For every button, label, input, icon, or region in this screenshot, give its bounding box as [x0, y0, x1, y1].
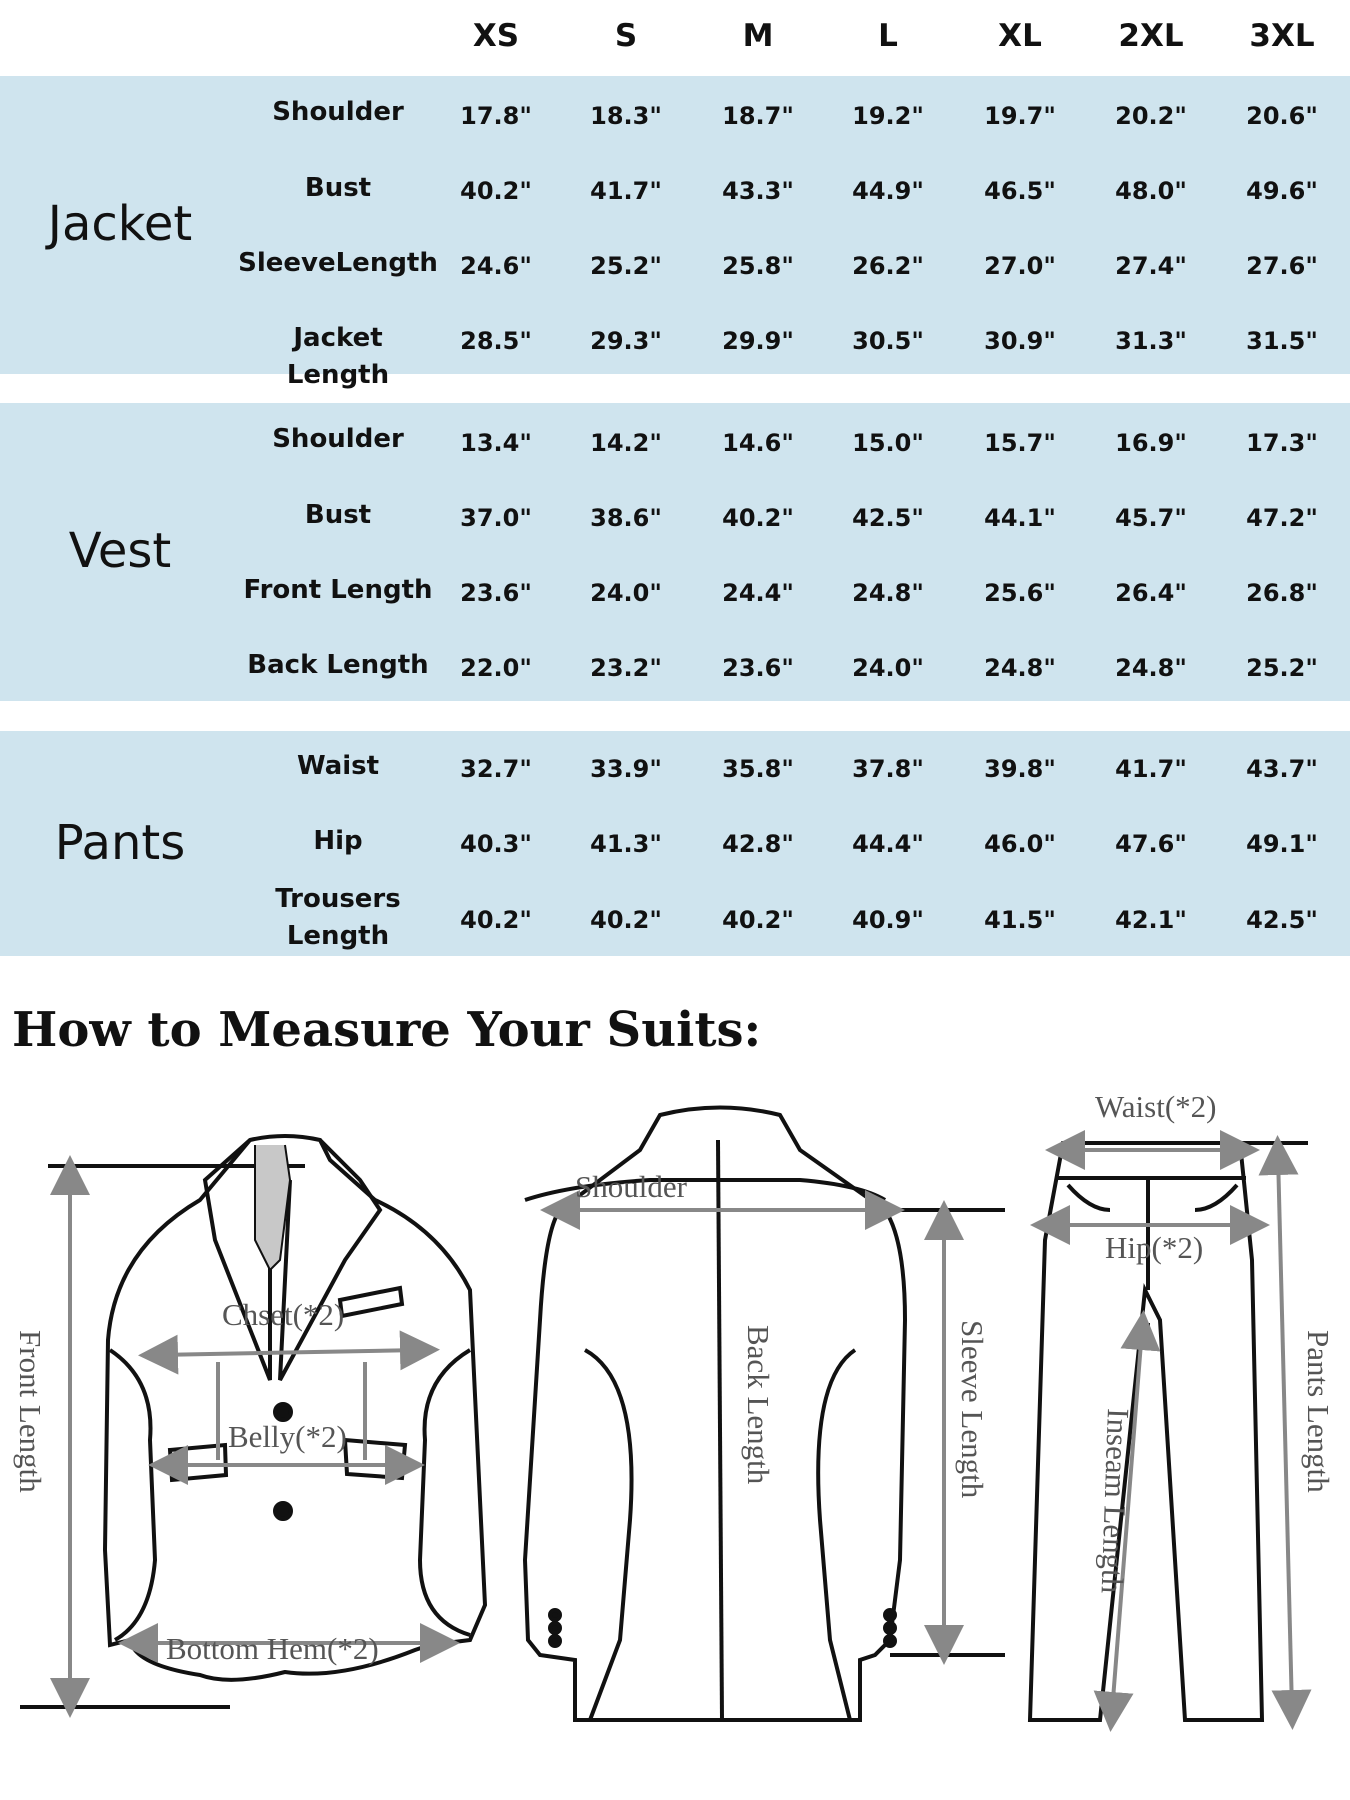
size-2xl: 2XL [1118, 18, 1184, 54]
table-cell: 15.7" [984, 429, 1056, 457]
table-cell: 44.1" [984, 504, 1056, 532]
table-cell: 40.2" [460, 906, 532, 934]
table-cell: 40.2" [722, 906, 794, 934]
table-cell: 45.7" [1115, 504, 1187, 532]
table-cell: 40.2" [460, 177, 532, 205]
table-cell: 19.7" [984, 102, 1056, 130]
table-cell: 42.1" [1115, 906, 1187, 934]
table-cell: 40.2" [722, 504, 794, 532]
table-cell: 35.8" [722, 755, 794, 783]
table-cell: 16.9" [1115, 429, 1187, 457]
table-cell: 15.0" [852, 429, 924, 457]
measurement-diagram [0, 1080, 1350, 1800]
table-cell: 17.8" [460, 102, 532, 130]
row-label: Shoulder [272, 424, 404, 454]
back-length-label: Back Length [741, 1325, 776, 1485]
table-cell: 23.6" [460, 579, 532, 607]
row-label: Back Length [247, 650, 429, 680]
table-cell: 33.9" [590, 755, 662, 783]
table-cell: 49.6" [1246, 177, 1318, 205]
table-cell: 31.3" [1115, 327, 1187, 355]
table-cell: 41.7" [1115, 755, 1187, 783]
table-cell: 24.0" [590, 579, 662, 607]
table-cell: 31.5" [1246, 327, 1318, 355]
pants-section [0, 731, 1350, 956]
table-cell: 23.6" [722, 654, 794, 682]
size-l: L [878, 18, 898, 54]
size-xs: XS [472, 18, 520, 54]
table-cell: 26.8" [1246, 579, 1318, 607]
table-cell: 32.7" [460, 755, 532, 783]
table-cell: 24.8" [852, 579, 924, 607]
table-cell: 18.3" [590, 102, 662, 130]
row-label: Waist [296, 751, 380, 781]
table-cell: 24.8" [984, 654, 1056, 682]
vest-title: Vest [68, 523, 172, 579]
table-cell: 25.8" [722, 252, 794, 280]
table-cell: 18.7" [722, 102, 794, 130]
table-cell: 47.2" [1246, 504, 1318, 532]
table-cell: 25.2" [1246, 654, 1318, 682]
row-label: Hip [313, 826, 363, 856]
table-cell: 40.2" [590, 906, 662, 934]
table-cell: 27.6" [1246, 252, 1318, 280]
table-cell: 40.9" [852, 906, 924, 934]
size-xl: XL [998, 18, 1042, 54]
table-cell: 38.6" [590, 504, 662, 532]
table-cell: 42.5" [852, 504, 924, 532]
table-cell: 24.8" [1115, 654, 1187, 682]
table-cell: 17.3" [1246, 429, 1318, 457]
row-label: Jacket Length [286, 323, 390, 390]
how-to-measure-title: How to Measure Your Suits: [12, 1002, 762, 1058]
size-m: M [742, 18, 774, 54]
table-cell: 43.7" [1246, 755, 1318, 783]
row-label: Trousers Length [275, 884, 401, 951]
row-label: Bust [304, 173, 372, 203]
table-cell: 41.7" [590, 177, 662, 205]
row-label: SleeveLength [238, 248, 438, 278]
jacket-section [0, 76, 1350, 390]
row-label: Shoulder [272, 97, 404, 127]
table-cell: 19.2" [852, 102, 924, 130]
size-s: S [614, 18, 638, 54]
table-cell: 49.1" [1246, 830, 1318, 858]
table-cell: 26.4" [1115, 579, 1187, 607]
table-cell: 27.4" [1115, 252, 1187, 280]
bottom-hem-label: Bottom Hem(*2) [166, 1631, 379, 1666]
table-cell: 23.2" [590, 654, 662, 682]
table-cell: 47.6" [1115, 830, 1187, 858]
table-cell: 37.0" [460, 504, 532, 532]
table-cell: 44.9" [852, 177, 924, 205]
table-cell: 44.4" [852, 830, 924, 858]
table-cell: 13.4" [460, 429, 532, 457]
table-cell: 37.8" [852, 755, 924, 783]
table-cell: 46.5" [984, 177, 1056, 205]
waist-label: Waist(*2) [1095, 1089, 1217, 1124]
table-cell: 14.2" [590, 429, 662, 457]
sleeve-length-label: Sleeve Length [955, 1320, 990, 1499]
table-cell: 25.2" [590, 252, 662, 280]
chest-label: Chset(*2) [222, 1297, 345, 1332]
table-cell: 29.3" [590, 327, 662, 355]
shoulder-label: Shoulder [575, 1169, 687, 1204]
pants-title: Pants [54, 815, 186, 871]
table-cell: 30.9" [984, 327, 1056, 355]
table-cell: 20.6" [1246, 102, 1318, 130]
table-cell: 27.0" [984, 252, 1056, 280]
table-cell: 14.6" [722, 429, 794, 457]
front-length-label: Front Length [13, 1330, 48, 1493]
jacket-title: Jacket [47, 196, 193, 252]
table-cell: 29.9" [722, 327, 794, 355]
table-cell: 42.5" [1246, 906, 1318, 934]
table-cell: 26.2" [852, 252, 924, 280]
table-cell: 48.0" [1115, 177, 1187, 205]
table-cell: 42.8" [722, 830, 794, 858]
size-3xl: 3XL [1249, 18, 1315, 54]
vest-section [0, 403, 1350, 701]
hip-label: Hip(*2) [1105, 1230, 1204, 1265]
table-cell: 25.6" [984, 579, 1056, 607]
inseam-length-label: Inseam Length [1094, 1407, 1136, 1594]
table-cell: 39.8" [984, 755, 1056, 783]
row-label: Front Length [243, 575, 433, 605]
pants-length-label: Pants Length [1301, 1330, 1336, 1493]
table-cell: 46.0" [984, 830, 1056, 858]
size-header-row [0, 0, 1350, 76]
table-cell: 24.4" [722, 579, 794, 607]
table-cell: 41.3" [590, 830, 662, 858]
table-cell: 41.5" [984, 906, 1056, 934]
row-label: Bust [304, 500, 372, 530]
table-cell: 24.0" [852, 654, 924, 682]
table-cell: 28.5" [460, 327, 532, 355]
table-cell: 40.3" [460, 830, 532, 858]
table-cell: 30.5" [852, 327, 924, 355]
table-cell: 43.3" [722, 177, 794, 205]
table-cell: 24.6" [460, 252, 532, 280]
table-cell: 22.0" [460, 654, 532, 682]
table-cell: 20.2" [1115, 102, 1187, 130]
belly-label: Belly(*2) [228, 1419, 347, 1454]
